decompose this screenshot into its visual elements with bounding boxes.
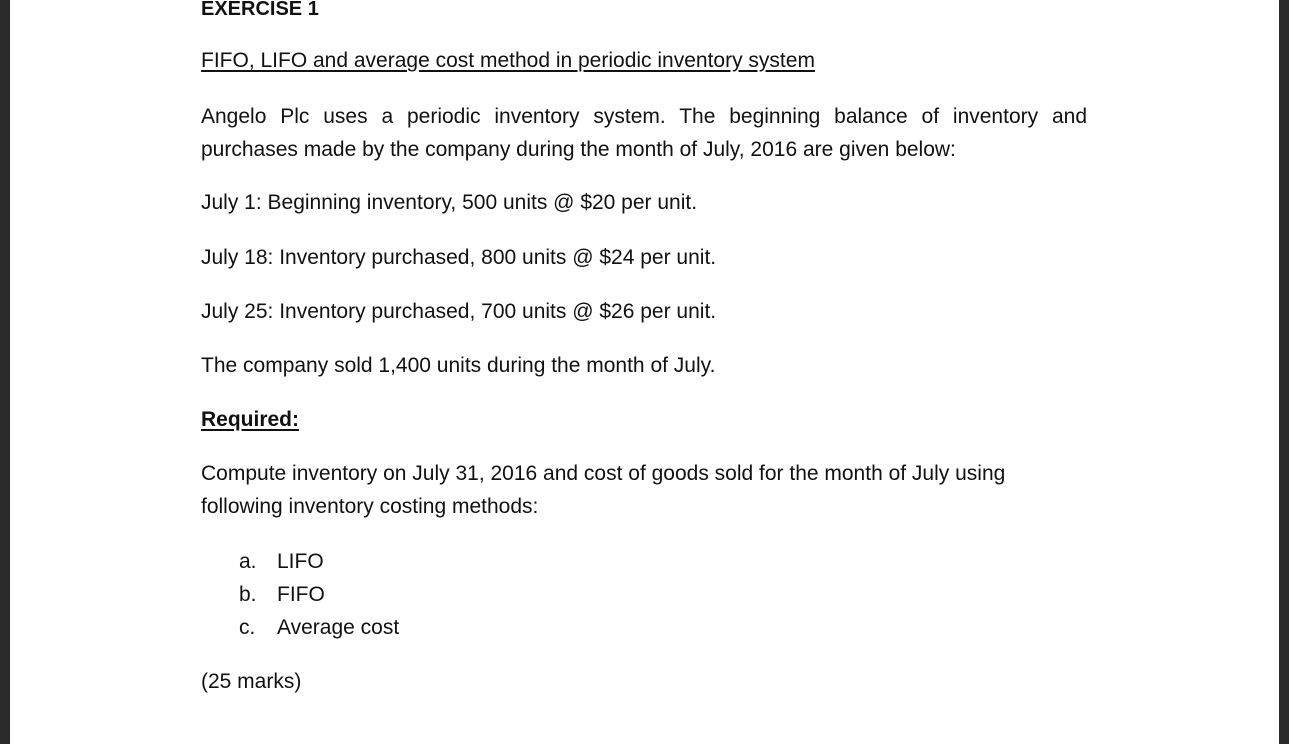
task-line-1: Compute inventory on July 31, 2016 and cost of goods sold for the month of July using [201,462,1006,485]
inventory-entry-july-1: July 1: Beginning inventory, 500 units @ $20 per unit. [201,191,698,214]
inventory-entry-july-25: July 25: Inventory purchased, 700 units @ $26 per unit. [201,300,717,323]
method-list-item [239,549,324,575]
intro-line-2: purchases made by the company during the month of July, 2016 are given below: [201,138,956,161]
list-marker: a. [239,550,257,573]
list-marker: c. [239,616,256,639]
sales-note: The company sold 1,400 units during the month of July. [201,354,716,377]
method-list-item [239,582,325,608]
method-label: FIFO [277,583,325,606]
document-page [10,0,1279,744]
method-list-item [239,615,399,641]
method-label: Average cost [277,616,400,639]
list-marker: b. [239,583,257,606]
method-label: LIFO [277,550,324,573]
required-label: Required: [201,408,300,431]
inventory-entry-july-18: July 18: Inventory purchased, 800 units @ $24 per unit. [201,246,717,269]
exercise-heading: EXERCISE 1 [201,0,319,20]
exercise-subtitle: FIFO, LIFO and average cost method in periodic inventory system [201,49,815,72]
marks-label: (25 marks) [201,670,302,693]
task-line-2: following inventory costing methods: [201,495,539,518]
intro-line-1: Angelo Plc uses a periodic inventory system. The beginning balance of inventory and [201,105,1087,128]
